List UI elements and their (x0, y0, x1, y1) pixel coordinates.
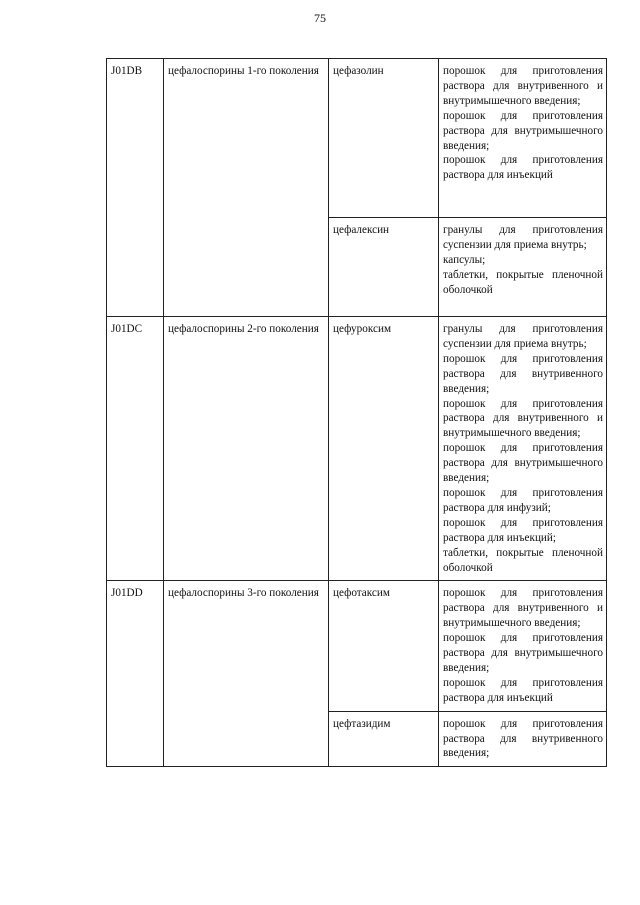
table-row (107, 59, 607, 218)
drug-table (106, 58, 607, 767)
drug-group-cell (164, 581, 329, 767)
dosage-forms-cell (439, 218, 607, 317)
drug-name-cell: цефазолин (329, 59, 439, 218)
dosage-form: порошок для приготовления раствора для внутривенного введения; (443, 717, 603, 760)
table-row (107, 581, 607, 711)
drug-group-cell (164, 59, 329, 317)
dosage-form: порошок для приготовления раствора для инъекций (443, 676, 603, 704)
dosage-form: таблетки, покрытые пленочной оболочкой (443, 268, 603, 296)
dosage-form: гранулы для приготовления суспензии для приема внутрь; (443, 323, 603, 350)
dosage-form: порошок для приготовления раствора для внутривенного введения; (443, 352, 603, 395)
dosage-form: таблетки, покрытые пленочной оболочкой (443, 546, 603, 574)
dosage-form: порошок для приготовления раствора для инъекций (443, 154, 603, 182)
dosage-form: порошок для приготовления раствора для инъекций; (443, 516, 603, 544)
table-row (107, 317, 607, 581)
drug-name-cell: цефотаксим (329, 581, 439, 711)
dosage-form: гранулы для приготовления суспензии для приема внутрь; (443, 224, 603, 251)
atc-code-cell: J01DC (107, 317, 164, 581)
dosage-form: порошок для приготовления раствора для внутривенного и внутримышечного введения; (443, 397, 603, 440)
dosage-forms-cell (439, 317, 607, 581)
dosage-form: порошок для приготовления раствора для инфузий; (443, 486, 603, 514)
drug-group-cell (164, 317, 329, 581)
drug-group-text: цефалоспорины 3-го поколения (168, 587, 319, 600)
dosage-forms-cell (439, 711, 607, 767)
atc-code-cell: J01DB (107, 59, 164, 317)
atc-code-cell: J01DD (107, 581, 164, 767)
drug-name-cell: цефтазидим (329, 711, 439, 767)
page-number: 75 (314, 11, 326, 25)
drug-group-text: цефалоспорины 1-го поколения (168, 65, 319, 77)
drug-group-text: цефалоспорины 2-го поколения (168, 323, 319, 335)
dosage-forms-cell (439, 59, 607, 218)
dosage-form: порошок для приготовления раствора для внутривенного и внутримышечного введения; (443, 587, 603, 630)
dosage-form: порошок для приготовления раствора для внутримышечного введения; (443, 109, 603, 152)
dosage-forms-cell (439, 581, 607, 711)
drug-name-cell: цефалексин (329, 218, 439, 317)
dosage-form: порошок для приготовления раствора для внутривенного и внутримышечного введения; (443, 65, 603, 107)
drug-name-cell: цефуроксим (329, 317, 439, 581)
dosage-form: порошок для приготовления раствора для внутримышечного введения; (443, 632, 603, 674)
dosage-form: капсулы; (443, 253, 486, 266)
dosage-form: порошок для приготовления раствора для внутримышечного введения; (443, 442, 603, 485)
